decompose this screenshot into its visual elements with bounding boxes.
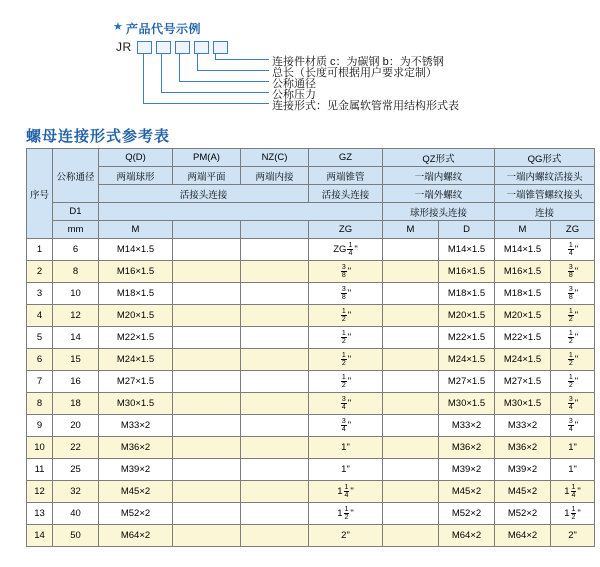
table-row	[27, 481, 595, 503]
cell-dn: 12	[53, 305, 99, 327]
leader-run-1	[215, 59, 269, 60]
cell-qg-m: M16×1.5	[495, 261, 551, 283]
cell-nz	[241, 437, 309, 459]
header-gz-desc: 两端锥管	[309, 167, 383, 185]
code-box-3	[175, 41, 190, 54]
leader-drop-2	[161, 53, 162, 92]
header-qz-ball: 球形接头连接	[383, 203, 495, 221]
code-box-2	[156, 41, 171, 54]
table-row	[27, 503, 595, 525]
cell-pm	[173, 371, 241, 393]
cell-qz-m	[383, 393, 439, 415]
cell-qg-m: M27×1.5	[495, 371, 551, 393]
cell-qd: M22×1.5	[99, 327, 173, 349]
cell-qz-m	[383, 349, 439, 371]
cell-gz: $\frac{1}{2}$ "	[309, 305, 383, 327]
header-gz-merge: 活接头连接	[309, 185, 383, 203]
cell-qd: M16×1.5	[99, 261, 173, 283]
cell-qg-zg: $\frac{3}{8}$ "	[551, 283, 595, 305]
cell-nz	[241, 371, 309, 393]
section-title: 螺母连接形式参考表	[26, 128, 171, 145]
cell-dn: 18	[53, 393, 99, 415]
cell-qz-d: M20×1.5	[439, 305, 495, 327]
cell-qz-m	[383, 503, 439, 525]
header-qg-conn: 连接	[495, 203, 595, 221]
cell-qz-m	[383, 261, 439, 283]
cell-gz: $\frac{1}{2}$ "	[309, 327, 383, 349]
cell-pm	[173, 415, 241, 437]
cell-qg-m: M52×2	[495, 503, 551, 525]
cell-nz	[241, 525, 309, 547]
cell-nz	[241, 481, 309, 503]
cell-nz	[241, 305, 309, 327]
cell-dn: 14	[53, 327, 99, 349]
cell-qd: M20×1.5	[99, 305, 173, 327]
cell-seq: 12	[27, 481, 53, 503]
cell-qg-zg: 1 $\frac{1}{4}$ "	[551, 481, 595, 503]
table-row	[27, 459, 595, 481]
cell-pm	[173, 305, 241, 327]
cell-qg-m: M33×2	[495, 415, 551, 437]
leader-label-nominal-pressure: 公称压力	[272, 89, 316, 101]
cell-pm	[173, 283, 241, 305]
header-dn: 公称通径	[53, 149, 99, 203]
table-header-row-3	[27, 185, 595, 203]
leader-drop-3	[179, 53, 180, 81]
cell-qd: M14×1.5	[99, 239, 173, 261]
cell-qg-m: M24×1.5	[495, 349, 551, 371]
cell-nz	[241, 459, 309, 481]
cell-qd: M33×2	[99, 415, 173, 437]
cell-qg-zg: $\frac{3}{8}$ "	[551, 261, 595, 283]
table-row	[27, 349, 595, 371]
cell-seq: 9	[27, 415, 53, 437]
cell-dn: 8	[53, 261, 99, 283]
cell-pm	[173, 349, 241, 371]
header-unit-mm: mm	[53, 221, 99, 239]
cell-qg-m: M22×1.5	[495, 327, 551, 349]
cell-qg-m: M39×2	[495, 459, 551, 481]
header-blank-1	[99, 203, 383, 221]
cell-dn: 16	[53, 371, 99, 393]
leader-run-5	[143, 103, 269, 104]
header-group-qz: QZ形式	[383, 149, 495, 167]
code-prefix-label: JR	[116, 40, 132, 54]
leader-label-length: 总长（长度可根据用户要求定制）	[272, 67, 437, 79]
cell-qg-zg: $\frac{1}{2}$ "	[551, 305, 595, 327]
cell-qg-zg: 1"	[551, 437, 595, 459]
cell-qz-d: M33×2	[439, 415, 495, 437]
cell-qg-m: M14×1.5	[495, 239, 551, 261]
cell-qz-m	[383, 459, 439, 481]
leader-label-material: 连接件材质 c：为碳钢 b：为不锈钢	[272, 56, 444, 68]
cell-dn: 10	[53, 283, 99, 305]
cell-dn: 25	[53, 459, 99, 481]
cell-dn: 32	[53, 481, 99, 503]
header-group-pm: PM(A)	[173, 149, 241, 167]
cell-pm	[173, 239, 241, 261]
cell-gz: ZG $\frac{1}{4}$ "	[309, 239, 383, 261]
cell-pm	[173, 327, 241, 349]
cell-qd: M39×2	[99, 459, 173, 481]
cell-gz: $\frac{1}{2}$ "	[309, 349, 383, 371]
cell-seq: 1	[27, 239, 53, 261]
cell-qg-m: M45×2	[495, 481, 551, 503]
cell-qd: M36×2	[99, 437, 173, 459]
cell-qz-d: M30×1.5	[439, 393, 495, 415]
cell-seq: 13	[27, 503, 53, 525]
cell-qg-zg: $\frac{1}{4}$ "	[551, 239, 595, 261]
cell-qd: M30×1.5	[99, 393, 173, 415]
cell-gz: $\frac{3}{4}$ "	[309, 393, 383, 415]
cell-seq: 14	[27, 525, 53, 547]
header-qz-merge: 一端外螺纹	[383, 185, 495, 203]
table-row	[27, 415, 595, 437]
cell-pm	[173, 437, 241, 459]
cell-seq: 3	[27, 283, 53, 305]
cell-qz-m	[383, 305, 439, 327]
table-header-row-2	[27, 167, 595, 185]
header-gz-zg: ZG	[309, 221, 383, 239]
header-qz-m: M	[383, 221, 439, 239]
header-pm-blank	[173, 221, 241, 239]
header-qd-desc: 两端球形	[99, 167, 173, 185]
cell-nz	[241, 393, 309, 415]
cell-nz	[241, 239, 309, 261]
cell-qg-zg: 1 $\frac{1}{2}$ "	[551, 503, 595, 525]
cell-qz-d: M22×1.5	[439, 327, 495, 349]
cell-qg-zg: 2"	[551, 525, 595, 547]
header-nz-desc: 两端内接	[241, 167, 309, 185]
leader-drop-4	[197, 53, 198, 70]
cell-qz-d: M14×1.5	[439, 239, 495, 261]
nut-connection-table-wrap	[26, 148, 583, 547]
header-qz-d: D	[439, 221, 495, 239]
header-qg-desc: 一端内螺纹活接头	[495, 167, 595, 185]
cell-qg-zg: $\frac{1}{2}$ "	[551, 371, 595, 393]
cell-seq: 5	[27, 327, 53, 349]
cell-gz: $\frac{3}{8}$ "	[309, 283, 383, 305]
header-pm-desc: 两端平面	[173, 167, 241, 185]
leader-label-nominal-diameter: 公称通径	[272, 78, 316, 90]
leader-label-connection-type: 连接形式：见金属软管常用结构形式表	[272, 100, 459, 112]
cell-nz	[241, 327, 309, 349]
header-qg-m: M	[495, 221, 551, 239]
table-row	[27, 305, 595, 327]
cell-qd: M27×1.5	[99, 371, 173, 393]
cell-pm	[173, 393, 241, 415]
header-d1: D1	[53, 203, 99, 221]
cell-qg-m: M30×1.5	[495, 393, 551, 415]
code-box-1	[137, 41, 152, 54]
cell-qg-zg: $\frac{1}{2}$ "	[551, 327, 595, 349]
cell-qg-m: M18×1.5	[495, 283, 551, 305]
cell-dn: 50	[53, 525, 99, 547]
cell-nz	[241, 415, 309, 437]
cell-qz-d: M64×2	[439, 525, 495, 547]
cell-seq: 4	[27, 305, 53, 327]
cell-seq: 11	[27, 459, 53, 481]
table-body	[27, 239, 595, 547]
cell-qd: M64×2	[99, 525, 173, 547]
table-row	[27, 437, 595, 459]
table-header-row-4	[27, 203, 595, 221]
cell-gz: 1"	[309, 437, 383, 459]
cell-qz-d: M24×1.5	[439, 349, 495, 371]
cell-seq: 10	[27, 437, 53, 459]
cell-dn: 40	[53, 503, 99, 525]
cell-qg-zg: $\frac{3}{4}$ "	[551, 393, 595, 415]
cell-qz-m	[383, 525, 439, 547]
cell-pm	[173, 503, 241, 525]
table-row	[27, 327, 595, 349]
cell-dn: 6	[53, 239, 99, 261]
header-group-nz: NZ(C)	[241, 149, 309, 167]
cell-nz	[241, 349, 309, 371]
cell-qz-m	[383, 283, 439, 305]
leader-run-2	[197, 70, 269, 71]
table-header-row-1	[27, 149, 595, 167]
cell-qz-d: M27×1.5	[439, 371, 495, 393]
cell-qz-d: M52×2	[439, 503, 495, 525]
header-group-gz: GZ	[309, 149, 383, 167]
cell-dn: 20	[53, 415, 99, 437]
cell-qz-m	[383, 481, 439, 503]
cell-gz: 1 $\frac{1}{2}$ "	[309, 503, 383, 525]
cell-pm	[173, 525, 241, 547]
header-group-qd: Q(D)	[99, 149, 173, 167]
cell-qz-d: M39×2	[439, 459, 495, 481]
cell-qg-m: M64×2	[495, 525, 551, 547]
header-seq: 序号	[27, 149, 53, 239]
cell-gz: $\frac{3}{4}$ "	[309, 415, 383, 437]
cell-gz: 1 $\frac{1}{4}$ "	[309, 481, 383, 503]
cell-nz	[241, 503, 309, 525]
cell-qz-d: M36×2	[439, 437, 495, 459]
table-row	[27, 371, 595, 393]
header-qg-zg: ZG	[551, 221, 595, 239]
header-left-merge: 活接头连接	[99, 185, 309, 203]
cell-dn: 15	[53, 349, 99, 371]
cell-qz-m	[383, 371, 439, 393]
table-row	[27, 393, 595, 415]
table-header-row-5	[27, 221, 595, 239]
cell-dn: 22	[53, 437, 99, 459]
leader-run-4	[161, 92, 269, 93]
cell-pm	[173, 261, 241, 283]
cell-seq: 6	[27, 349, 53, 371]
diagram-title: 产品代号示例	[126, 22, 202, 36]
leader-drop-1	[143, 53, 144, 103]
cell-qd: M52×2	[99, 503, 173, 525]
cell-qg-zg: $\frac{1}{2}$ "	[551, 349, 595, 371]
cell-qz-m	[383, 327, 439, 349]
table-row	[27, 261, 595, 283]
cell-nz	[241, 261, 309, 283]
table-row	[27, 239, 595, 261]
header-group-qg: QG形式	[495, 149, 595, 167]
cell-gz: 2"	[309, 525, 383, 547]
cell-qz-m	[383, 239, 439, 261]
cell-qz-m	[383, 437, 439, 459]
header-qg-merge: 一端锥管螺纹接头	[495, 185, 595, 203]
cell-qg-zg: 1"	[551, 459, 595, 481]
cell-qg-m: M20×1.5	[495, 305, 551, 327]
cell-qz-m	[383, 415, 439, 437]
cell-qg-zg: $\frac{3}{4}$ "	[551, 415, 595, 437]
header-qd-m: M	[99, 221, 173, 239]
table-row	[27, 525, 595, 547]
header-qz-desc: 一端内螺纹	[383, 167, 495, 185]
cell-qd: M24×1.5	[99, 349, 173, 371]
table-head	[27, 149, 595, 239]
product-code-diagram	[0, 0, 600, 122]
cell-gz: $\frac{3}{8}$ "	[309, 261, 383, 283]
nut-connection-table	[26, 148, 595, 547]
cell-seq: 8	[27, 393, 53, 415]
cell-seq: 7	[27, 371, 53, 393]
table-row	[27, 283, 595, 305]
header-nz-blank	[241, 221, 309, 239]
cell-qz-d: M18×1.5	[439, 283, 495, 305]
cell-qg-m: M36×2	[495, 437, 551, 459]
cell-qz-d: M45×2	[439, 481, 495, 503]
cell-gz: 1"	[309, 459, 383, 481]
leader-run-3	[179, 81, 269, 82]
star-icon: ★	[113, 21, 123, 33]
cell-seq: 2	[27, 261, 53, 283]
cell-gz: $\frac{1}{2}$ "	[309, 371, 383, 393]
cell-pm	[173, 459, 241, 481]
cell-pm	[173, 481, 241, 503]
cell-qd: M45×2	[99, 481, 173, 503]
cell-nz	[241, 283, 309, 305]
cell-qz-d: M16×1.5	[439, 261, 495, 283]
cell-qd: M18×1.5	[99, 283, 173, 305]
